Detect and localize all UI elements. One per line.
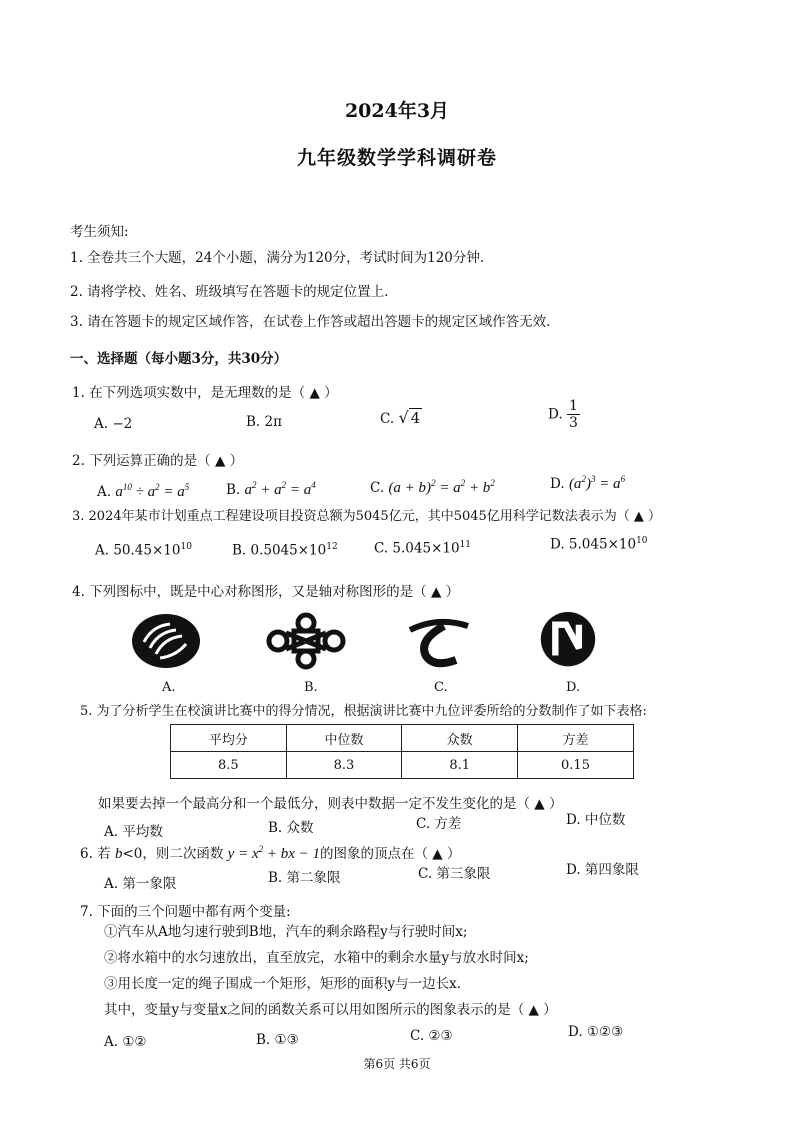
q1-option-d bbox=[548, 398, 580, 431]
q3-option-b-base: B. 0.5045×10 bbox=[232, 542, 327, 559]
q7-item: ③用长度一定的绳子围成一个矩形，矩形的面积y与一边长x. bbox=[104, 976, 462, 992]
q7-stem: 7. 下面的三个问题中都有两个变量: bbox=[80, 904, 291, 920]
q4-stem: 4. 下列图标中，既是中心对称图形，又是轴对称图形的是（ ▲ ） bbox=[72, 584, 460, 600]
q6-option-a: A. 第一象限 bbox=[104, 876, 177, 892]
q6-stem-post: 的图象的顶点在（ ▲ ） bbox=[320, 846, 461, 862]
q4-option-d: D. bbox=[566, 680, 581, 695]
table-header-cell: 方差 bbox=[518, 725, 634, 752]
q5-option-d: D. 中位数 bbox=[566, 812, 626, 828]
table-cell: 0.15 bbox=[518, 752, 634, 779]
math-expression: <0 bbox=[122, 846, 143, 862]
q1-option-d-label: D. bbox=[548, 406, 563, 423]
q2-option-c bbox=[370, 478, 495, 497]
exam-date: 2024年3月 bbox=[344, 100, 450, 122]
table-header-cell: 众数 bbox=[402, 725, 518, 752]
stats-table bbox=[170, 724, 634, 779]
table-cell: 8.3 bbox=[286, 752, 402, 779]
q5-stem: 5. 为了分析学生在校演讲比赛中的得分情况，根据演讲比赛中九位评委所给的分数制作了如下表格: bbox=[80, 704, 647, 719]
page-footer: 第6页 共6页 bbox=[363, 1057, 431, 1071]
q2-option-d bbox=[550, 474, 625, 493]
q3-option-a-base: A. 50.45×10 bbox=[95, 542, 181, 559]
china-telecom-logo-icon bbox=[404, 612, 474, 670]
q1-stem: 1. 在下列选项实数中，是无理数的是（ ▲ ） bbox=[72, 385, 338, 401]
math-expression: $(a^2)^3 = a^6$ bbox=[568, 474, 626, 492]
q2-option-a bbox=[97, 482, 189, 501]
exam-title: 九年级数学学科调研卷 bbox=[296, 147, 497, 169]
fraction bbox=[567, 398, 580, 431]
table-row bbox=[171, 752, 634, 779]
q5-option-a: A. 平均数 bbox=[104, 824, 163, 840]
q1-option-a: A. −2 bbox=[94, 416, 133, 432]
table-cell: 8.5 bbox=[171, 752, 287, 779]
q7-item: ①汽车从A地匀速行驶到B地，汽车的剩余路程y与行驶时间x; bbox=[104, 924, 468, 940]
math-expression: $a^{10} \div a^2 = a^5$ bbox=[115, 482, 190, 500]
table-header-cell: 平均分 bbox=[171, 725, 287, 752]
q1-option-c-label: C. bbox=[380, 411, 395, 427]
math-expression: b bbox=[114, 846, 123, 862]
q4-option-b: B. bbox=[304, 680, 318, 695]
exponent: 10 bbox=[180, 542, 192, 552]
q3-option-a bbox=[95, 542, 192, 559]
note-item: 1. 全卷共三个大题，24个小题，满分为120分，考试时间为120分钟. bbox=[70, 250, 485, 266]
q7-question: 其中，变量y与变量x之间的函数关系可以用如图所示的图象表示的是（ ▲ ） bbox=[104, 1002, 557, 1018]
q3-stem: 3. 2024年某市计划重点工程建设项目投资总额为5045亿元，其中5045亿用科学记数法表示为（ ▲ ） bbox=[72, 509, 662, 524]
q2-option-b bbox=[226, 480, 316, 499]
q3-option-b bbox=[232, 542, 338, 559]
q6-stem-mid: ，则二次函数 bbox=[142, 846, 224, 862]
q4-option-a: A. bbox=[162, 680, 176, 695]
q1-option-c bbox=[380, 408, 422, 427]
numerator: 1 bbox=[568, 398, 578, 414]
q2-stem: 2. 下列运算正确的是（ ▲ ） bbox=[72, 453, 244, 469]
q1-radicand: 4 bbox=[410, 409, 421, 427]
exponent: 12 bbox=[326, 542, 338, 552]
notes-heading: 考生须知: bbox=[70, 224, 129, 240]
math-expression: $(a + b)^2 = a^2 + b^2$ bbox=[388, 478, 495, 496]
sqrt-symbol: √ bbox=[398, 408, 409, 427]
denominator: 3 bbox=[568, 415, 578, 431]
q2-option-a-label: A. bbox=[97, 484, 112, 500]
q6-option-d: D. 第四象限 bbox=[566, 862, 639, 878]
q6-option-c: C. 第三象限 bbox=[418, 866, 491, 882]
q7-option-d: D. ①②③ bbox=[568, 1024, 624, 1040]
table-cell: 8.1 bbox=[402, 752, 518, 779]
q4-option-c: C. bbox=[434, 680, 448, 695]
q2-option-c-label: C. bbox=[370, 480, 385, 496]
q7-item: ②将水箱中的水匀速放出，直至放完，水箱中的剩余水量y与放水时间x; bbox=[104, 950, 529, 966]
table-row bbox=[171, 725, 634, 752]
q3-option-c bbox=[374, 540, 471, 557]
china-mobile-logo-icon bbox=[130, 612, 202, 670]
exponent: 10 bbox=[636, 536, 648, 546]
note-item: 3. 请在答题卡的规定区域作答，在试卷上作答或超出答题卡的规定区域作答无效. bbox=[70, 314, 551, 330]
q7-option-b: B. ①③ bbox=[256, 1032, 299, 1048]
q5-option-b: B. 众数 bbox=[268, 820, 314, 836]
q7-option-a: A. ①② bbox=[104, 1034, 147, 1050]
section-heading: 一、选择题（每小题3分，共30分） bbox=[70, 351, 288, 367]
q6-stem bbox=[80, 842, 460, 863]
q7-option-c: C. ②③ bbox=[410, 1028, 453, 1044]
q6-stem-pre: 6. 若 bbox=[80, 846, 111, 862]
q3-option-d-base: D. 5.045×10 bbox=[550, 536, 637, 553]
circular-n-logo-icon bbox=[532, 612, 604, 670]
q3-option-d bbox=[550, 536, 648, 553]
math-expression: $y = x^2$ + bx − 1 bbox=[227, 844, 321, 862]
china-unicom-knot-icon bbox=[264, 612, 348, 670]
note-item: 2. 请将学校、姓名、班级填写在答题卡的规定位置上. bbox=[70, 284, 389, 300]
q2-option-d-label: D. bbox=[550, 476, 565, 492]
q5-option-c: C. 方差 bbox=[416, 816, 462, 832]
q1-option-b: B. 2π bbox=[246, 414, 282, 430]
table-header-cell: 中位数 bbox=[286, 725, 402, 752]
q5-question: 如果要去掉一个最高分和一个最低分，则表中数据一定不发生变化的是（ ▲ ） bbox=[98, 796, 563, 812]
q6-option-b: B. 第二象限 bbox=[268, 870, 341, 886]
q2-option-b-label: B. bbox=[226, 482, 241, 498]
q3-option-c-base: C. 5.045×10 bbox=[374, 540, 460, 557]
exponent: 11 bbox=[459, 540, 472, 550]
math-expression: $a^2 + a^2 = a^4$ bbox=[244, 480, 316, 498]
